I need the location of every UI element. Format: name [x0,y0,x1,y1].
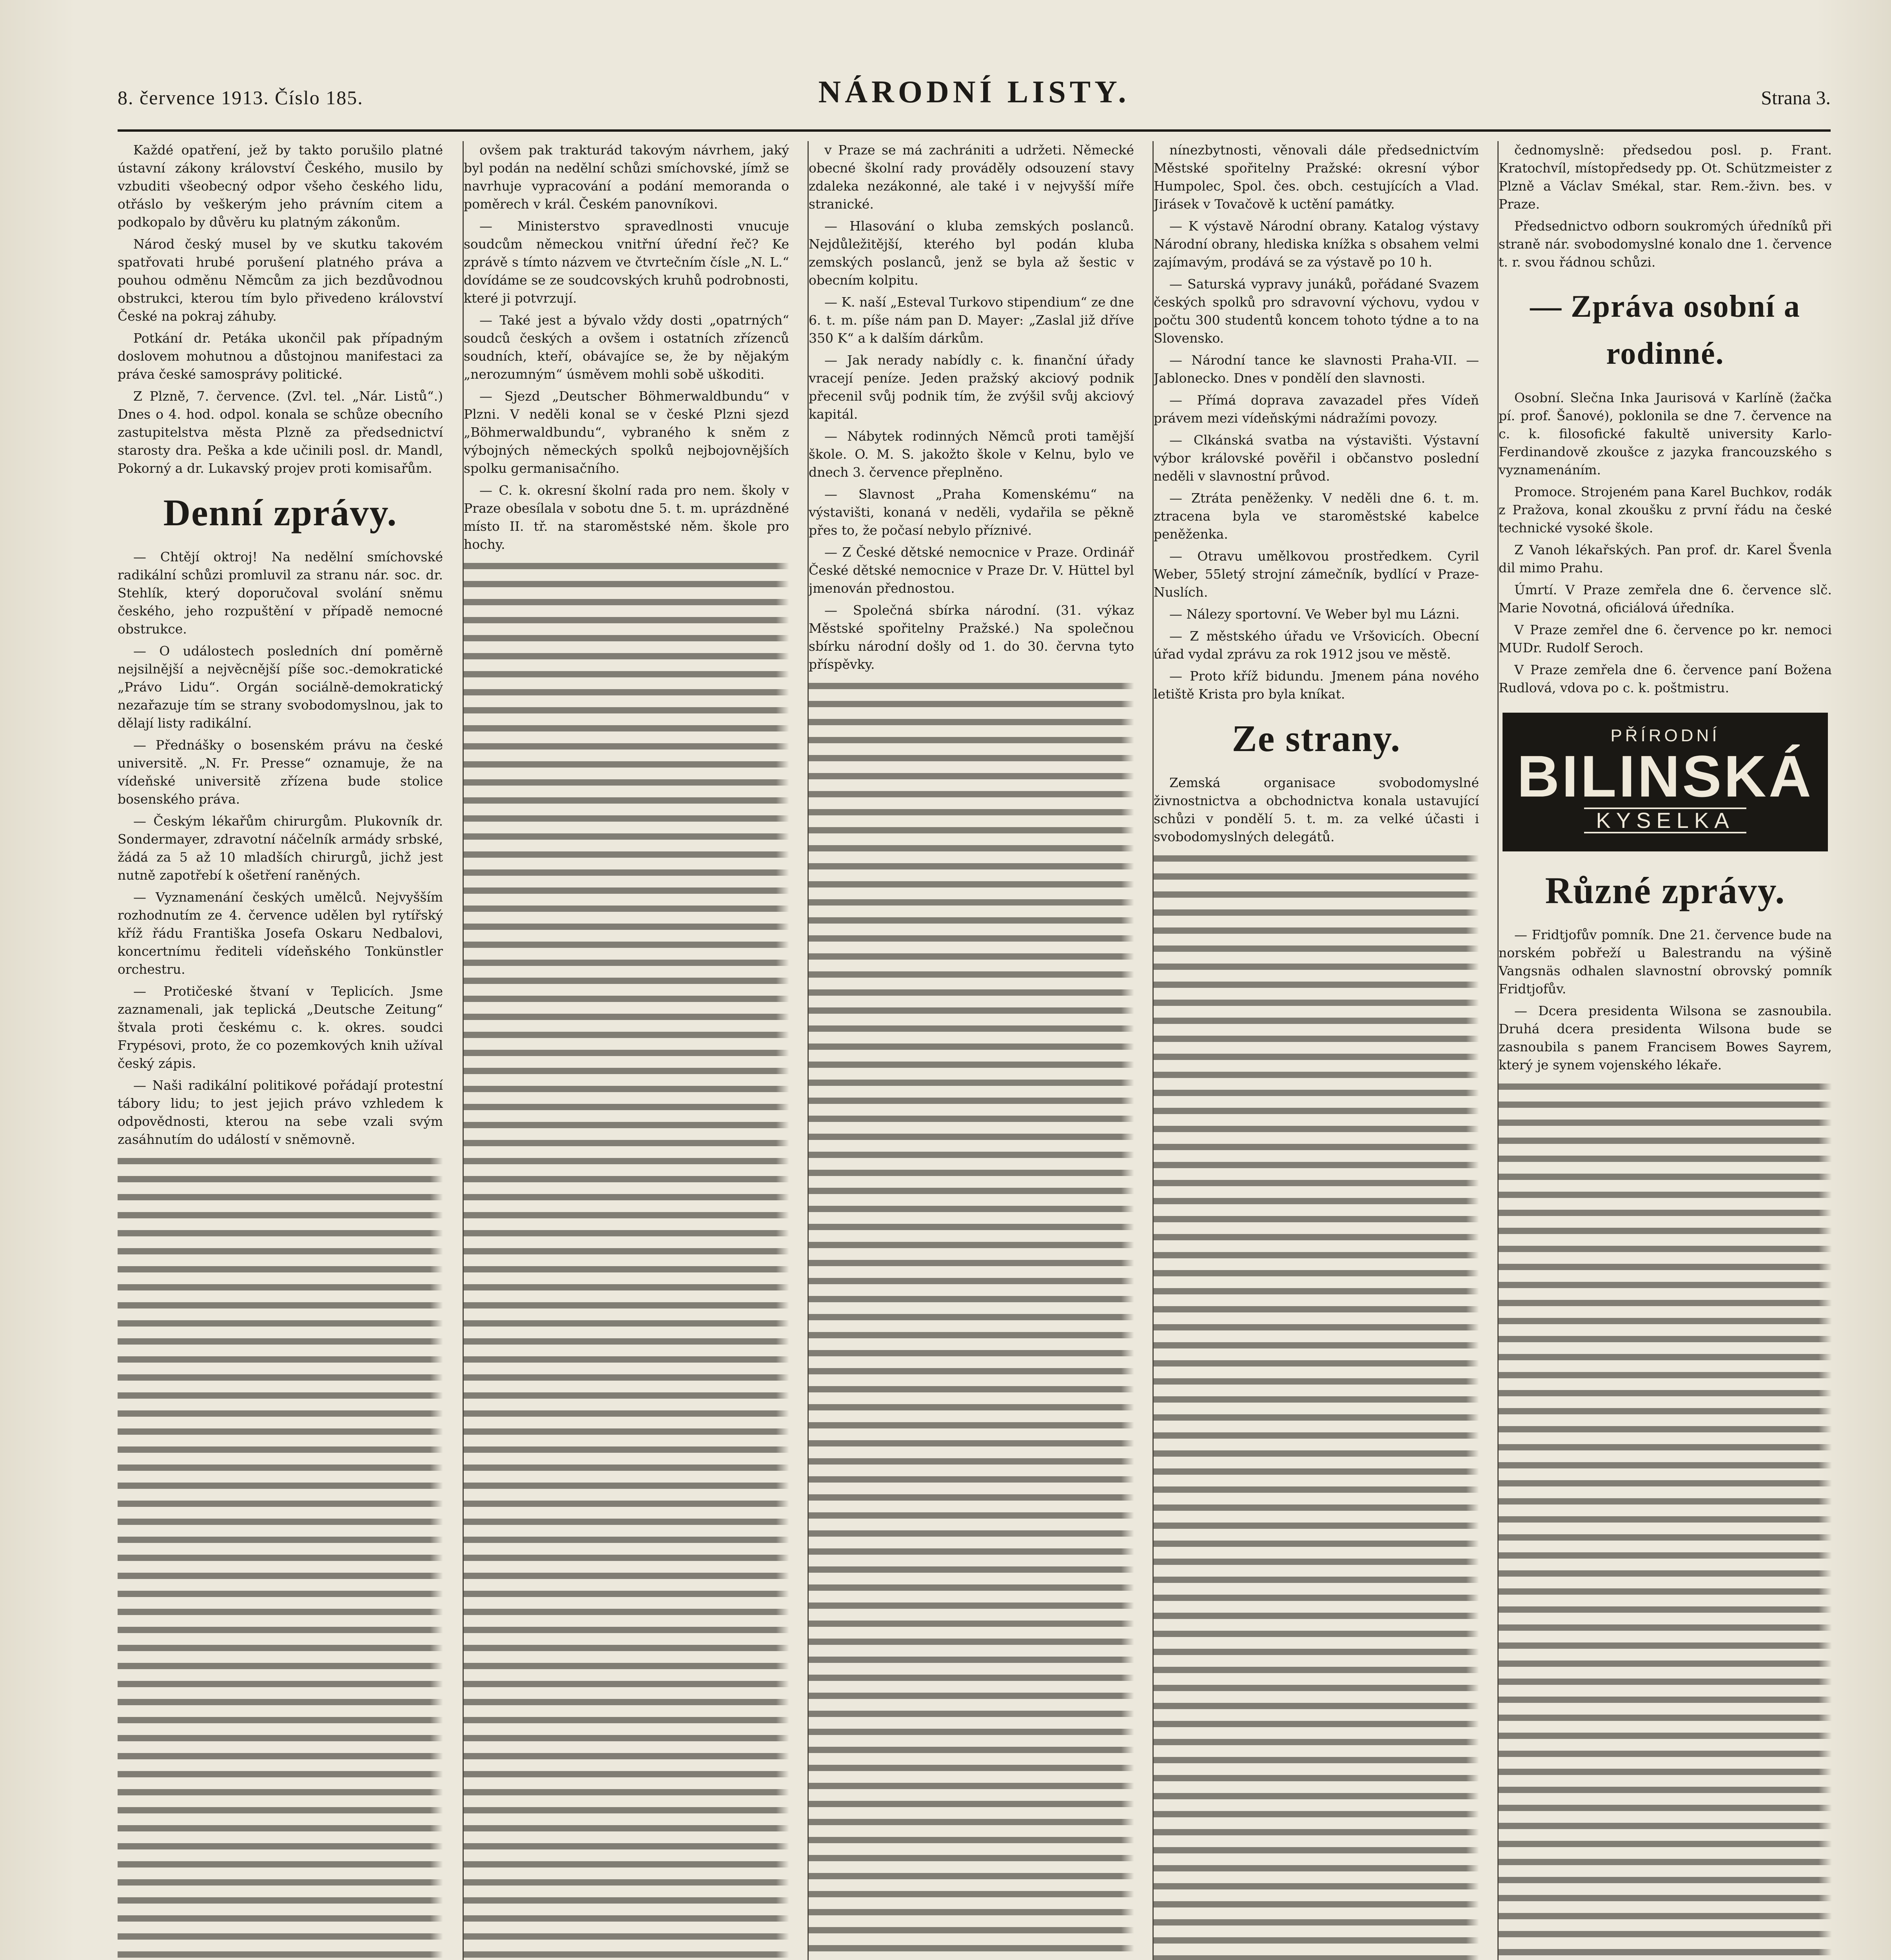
paragraph: Zemská organisace svobodomyslné živnostnictva a obchodnictva konala ustavující schůzi v pondělí 5. t. m. za velké účasti i svobodomyslných delegátů. [1154,775,1479,844]
column-2 [463,141,789,1960]
paragraph: Každé opatření, jež by takto porušilo platné ústavní zákony království Českého, musilo by vzbuditi všeobecný odpor všeho českého lidu, otřáslo by veškerým jeho právním citem a podkopalo by důvěru ku platným zákonům. [118,142,443,230]
paragraph: Z Vanoh lékařských. Pan prof. dr. Karel Švenla dil mimo Prahu. [1499,542,1832,575]
paragraph: — Českým lékařům chirurgům. Plukovník dr. Sondermayer, zdravotní náčelník armády srbské, žádá za 5 až 10 mladších chirurgů, jichž jest nutně zapotřebí k ošetření raněných. [118,813,443,883]
paragraph: — Naši radikální politikové pořádají protestní tábory lidu; to jest jejich právo vzhledem k odpovědnosti, kterou na sebe vzali svým zasáhnutím do událostí v sněmovně. [118,1078,443,1147]
paragraph: — Přednášky o bosenském právu na české universitě. „N. Fr. Presse“ oznamuje, že na vídeňské universitě zřízena bude stolice bosenského práva. [118,737,443,807]
paragraph: Z Plzně, 7. července. (Zvl. tel. „Nár. Listů“.) Dnes o 4. hod. odpol. konala se schůze obecního zastupitelstva města Plzně za předsednictví starosty dra. Peška a kde učinili posl. dr. Mandl, Pokorný a dr. Lukavský projev proti komisařům. [118,388,443,476]
text-filler [464,557,789,1960]
columns [118,141,1831,1960]
paragraph: — C. k. okresní školní rada pro nem. školy v Praze obesílala v sobotu dne 5. t. m. uprázdněné místo II. tř. na staroměstské něm. škole pro hochy. [464,483,789,552]
ad-sub-text: KYSELKA [1584,808,1746,833]
column-3 [808,141,1134,1960]
paragraph: — K výstavě Národní obrany. Katalog výstavy Národní obrany, hlediska knížka s obsahem velmi zajímavým, prodává se za výstavě po 10 h. [1154,218,1479,270]
paragraph: v Praze se má zachrániti a udržeti. Německé obecné školní rady prováděly odsouzení stavy zdaleka nezákonné, ale také i v nejvyšší míře stranické. [809,142,1134,212]
column-1 [118,141,443,1960]
paragraph: — Z České dětské nemocnice v Praze. Ordinář České dětské nemocnice v Praze Dr. V. Hüttel byl jmenován přednostou. [809,544,1134,596]
paragraph: čednomyslně: předsedou posl. p. Frant. Kratochvíl, místopředsedy pp. Ot. Schützmeister z Plzně a Václav Smékal, star. Rem.-živn. bes. v Praze. [1499,142,1832,212]
paragraph: — Vyznamenání českých umělců. Nejvyšším rozhodnutím ze 4. července udělen byl rytířský kříž řádu Františka Josefa Oskaru Nedbalovi, koncertnímu řediteli vídeňského Tonkünstler orchestru. [118,889,443,977]
paragraph: Osobní. Slečna Inka Jaurisová v Karlíně (žačka pí. prof. Šanové), poklonila se dne 7. července na c. k. filosofické fakultě university Karlo-Ferdinandově zkoušce z jazyka francouzského s vyznamenáním. [1499,390,1832,477]
paragraph: Úmrtí. V Praze zemřela dne 6. července slč. Marie Novotná, oficiálová úředníka. [1499,582,1832,615]
page-number-label: Strana 3. [1761,87,1831,109]
paragraph: — Dcera presidenta Wilsona se zasnoubila. Druhá dcera presidenta Wilsona bude se zasnoubila s panem Francisem Bowes Sayrem, který je synem vojenského lékaře. [1499,1003,1832,1073]
paragraph: — Otravu umělkovou prostředkem. Cyril Weber, 55letý strojní zámečník, bydlící v Praze-Nuslích. [1154,548,1479,600]
paragraph: Národ český musel by ve skutku takovém spatřovati hrubé porušení platného práva a pouhou odměnu Němcům za jich bezdůvodnou obstrukci, kterou tím bylo přivedeno království České na pokraj záhuby. [118,236,443,324]
paragraph: — Také jest a bývalo vždy dosti „opatrných“ soudců českých a ovšem i ostatních zřízenců soudních, kteří, obávajíce se, že by nějakým „nerozumným“ úsměvem mohli sobě uškoditi. [464,312,789,382]
paragraph: — Sjezd „Deutscher Böhmerwaldbundu“ v Plzni. V neděli konal se v české Plzni sjezd „Böhmerwaldbundu“, vybraného k sněm z výbojných německých spolků nejbojovnějších spolku germanisačního. [464,388,789,476]
paragraph: — Protičeské štvaní v Teplicích. Jsme zaznamenali, jak teplická „Deutsche Zeitung“ štvala proti českému c. k. okres. soudci Frypésovi, proto, že co pozemkových knih užíval český zápis. [118,984,443,1071]
section-title-ze-strany: Ze strany. [1232,717,1401,759]
paragraph: — K. naší „Esteval Turkovo stipendium“ ze dne 6. t. m. píše nám pan D. Mayer: „Zaslal již dříve 350 K“ a k dalším dárkům. [809,294,1134,346]
masthead-title: NÁRODNÍ LISTY. [818,75,1130,109]
page-header [118,74,1831,122]
paragraph: — Fridtjofův pomník. Dne 21. července bude na norském pobřeží u Balestrandu na výšině Vangsnäs odhalen slavnostní obrovský pomník Fridtjofův. [1499,927,1832,996]
paragraph: — Z městského úřadu ve Vršovicích. Obecní úřad vydal zprávu za rok 1912 jsou ve městě. [1154,628,1479,662]
paragraph: — Ministerstvo spravedlnosti vnucuje soudcům německou vnitřní úřední řeč? Ke zprávě s tímto názvem ve čtvrtečním čísle „N. L.“ dovídáme se ze soudcovských kruhů podrobnosti, které ji potvrzují. [464,218,789,306]
section-title-denni-zpravy: Denní zprávy. [163,492,397,534]
paragraph: — Slavnost „Praha Komenskému“ na výstavišti, konaná v neděli, vydařila se pěkně přes to, že počasí nebylo příznivé. [809,486,1134,538]
paragraph: — Ztráta peněženky. V neděli dne 6. t. m. ztracena byla ve staroměstské kabelce peněženka. [1154,490,1479,542]
paragraph: — Nálezy sportovní. Ve Weber byl mu Lázni. [1169,606,1460,622]
paragraph: — Přímá doprava zavazadel přes Vídeň právem mezi vídeňskými nádražími povozy. [1154,392,1479,426]
paragraph: ovšem pak trakturád takovým návrhem, jaký byl podán na nedělní schůzi smíchovské, jímž se navrhuje vypracování a podání memoranda o poměrech v král. Českém panovníkovi. [464,142,789,212]
text-filler [1499,1078,1832,1960]
ad-brand-text: BILINSKÁ [1517,743,1814,809]
text-filler [809,677,1134,1960]
text-filler [1154,850,1479,1960]
paragraph: — Nábytek rodinných Němců proti tamější škole. O. M. S. jakožto škole v Kelnu, bylo ve dnech 3. července přeplněno. [809,428,1134,480]
header-rule [118,129,1831,132]
paragraph: V Praze zemřel dne 6. července po kr. nemoci MUDr. Rudolf Seroch. [1499,622,1832,655]
paragraph: — Saturská vypravy junáků, pořádané Svazem českých spolků pro sdravovní výchovu, vydou v počtu 300 studentů koncem tohoto týdne a to na Slovensko. [1154,276,1479,346]
paragraph: V Praze zemřela dne 6. července paní Božena Rudlová, vdova po c. k. poštmistru. [1499,662,1832,695]
issue-date: 8. července 1913. Číslo 185. [118,87,363,109]
bilinska-advertisement [1503,713,1828,851]
column-5 [1497,141,1832,1960]
paragraph: — Hlasování o kluba zemských poslanců. Nejdůležitější, kterého byl podán kluba zemských poslanců, jenž se byla až šestic v obecním kolpitu. [809,218,1134,288]
paragraph: — Společná sbírka národní. (31. výkaz Městské spořitelny Pražské.) Na společnou sbírku národní došly od 1. do 30. června tyto příspěvky. [809,603,1134,672]
paragraph: Předsednictvo odborn soukromých úředníků při straně nár. svobodomyslné konalo dne 1. července t. r. svou řádnou schůzi. [1499,218,1832,270]
paragraph: Promoce. Strojeném pana Karel Buchkov, rodák z Pražova, konal zkoušku z první řádu na české technické vysoké škole. [1499,484,1832,535]
ad-top-text: PŘÍRODNÍ [1610,726,1720,745]
section-title-zpravy-osobni: — Zpráva osobní a rodinné. [1530,289,1800,371]
paragraph: — Národní tance ke slavnosti Praha-VII. — Jablonecko. Dnes v pondělí den slavnosti. [1154,352,1479,386]
paragraph: — Proto kříž bidundu. Jmenem pána nového letiště Krista pro byla kníkat. [1154,668,1479,702]
paragraph: — Chtějí oktroj! Na nedělní smíchovské radikální schůzi promluvil za stranu nár. soc. dr. Stehlík, který doporučoval svolání sněmu českého, jeho rozpuštění v případě nemocné obstrukce. [118,549,443,637]
paragraph: nínezbytnosti, věnovali dále předsednictvím Městské spořitelny Pražské: okresní výbor Humpolec, Spol. čes. obch. cestujících a Vlad. Jirásek v Tovačově k uctění památky. [1154,142,1479,212]
section-title-ruzne-zpravy: Různé zprávy. [1545,869,1786,911]
paragraph: Potkání dr. Petáka ukončil pak případným doslovem mohutnou a důstojnou manifestaci za práva české samosprávy politické. [118,330,443,382]
text-filler [118,1152,443,1960]
column-4 [1152,141,1479,1960]
paragraph: — Clkánská svatba na výstavišti. Výstavní výbor královské pověřil i občanstvo poslední neděli v slavnostní průvod. [1154,432,1479,484]
paragraph: — Jak nerady nabídly c. k. finanční úřady vracejí peníze. Jeden pražský akciový podnik přecenil svůj podnik tím, že zvýšil svůj akciový kapitál. [809,352,1134,422]
paragraph: — O událostech posledních dní poměrně nejsilnější a nejvěcnější píše soc.-demokratické „Právo Lidu“. Orgán sociálně-demokratický nezařazuje tím se strany svobodomyslnou, jak to dělají listy radikální. [118,643,443,731]
